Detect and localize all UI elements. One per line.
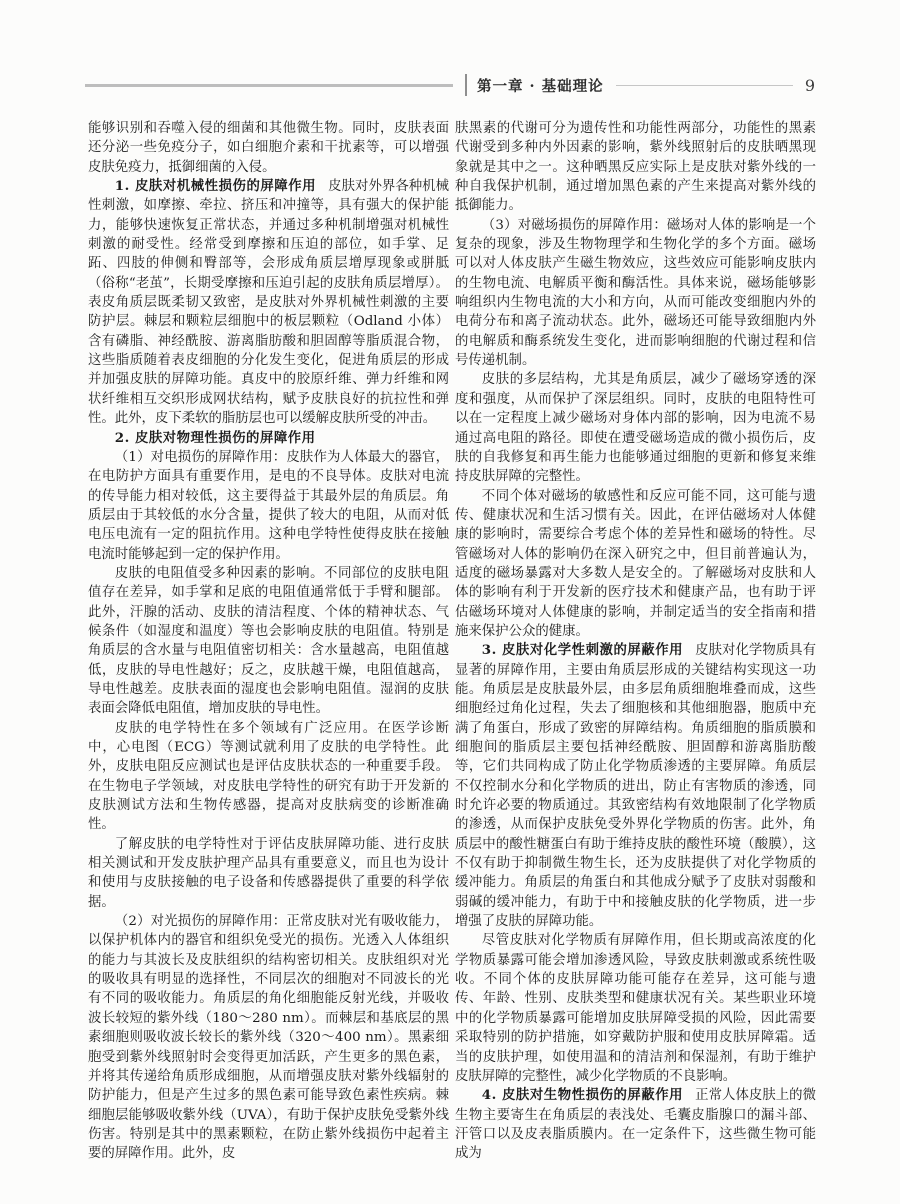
section-paragraph: 1. 皮肤对机械性损伤的屏障作用 皮肤对外界各种机械性刺激，如摩擦、牵拉、挤压和冲撞等，具有强大的保护能力，能够快速恢复正常状态，并通过多种机制增强对机械性刺激的耐受性。经常受到摩擦和压迫的部位，如手掌、足跖、四肢的伸侧和臀部等，会形成角质层增厚现象或胼胝（俗称“老茧”，长期受摩擦和压迫引起的皮肤角质层增厚）。表皮角质层既柔韧又致密，是皮肤对外界机械性刺激的主要防护层。棘层和颗粒层细胞中的板层颗粒（Odland 小体）含有磷脂、神经酰胺、游离脂肪酸和胆固醇等脂质混合物，这些脂质随着表皮细胞的分化发生变化，促进角质层的形成并加强皮肤的屏障功能。真皮中的胶原纤维、弹力纤维和网状纤维相互交织形成网状结构，赋予皮肤良好的抗拉性和弹性。此外，皮下柔软的脂肪层也可以缓解皮肤所受的冲击。: [88, 178, 450, 427]
header-rule-thin: [616, 85, 793, 86]
paragraph: 肤黑素的代谢可分为遗传性和功能性两部分，功能性的黑素代谢受到多种内外因素的影响，紫外线照射后的皮肤晒黑现象就是其中之一。这种晒黑反应实际上是皮肤对紫外线的一种自我保护机制，通过增加黑色素的产生来提高对紫外线的抵御能力。: [455, 121, 816, 214]
section-heading: 3. 皮肤对化学性刺激的屏蔽作用: [481, 642, 684, 659]
chapter-title: 第一章 · 基础理论: [477, 77, 604, 95]
page-number: 9: [804, 75, 815, 95]
paragraph: 皮肤的多层结构，尤其是角质层，减少了磁场穿透的深度和强度，从而保护了深层组织。同时，皮肤的电阻特性可以在一定程度上减少磁场对身体内部的影响，因为电流不易通过高电阻的路径。即使在遭受磁场造成的微小损伤后，皮肤的自我修复和再生能力也能够通过细胞的更新和修复来维持皮肤屏障的完整性。: [455, 372, 816, 485]
paragraph: 尽管皮肤对化学物质有屏障作用，但长期或高浓度的化学物质暴露可能会增加渗透风险，导致皮肤刺激或系统性吸收。不同个体的皮肤屏障功能可能存在差异，这可能与遗传、年龄、性别、皮肤类型和健康状况有关。某些职业环境中的化学物质暴露可能增加皮肤屏障受损的风险，因此需要采取特别的防护措施，如穿戴防护服和使用皮肤屏障霜。适当的皮肤护理，如使用温和的清洁剂和保湿剂，有助于维护皮肤屏障的完整性，减少化学物质的不良影响。: [455, 933, 816, 1084]
paragraph: 皮肤的电阻值受多种因素的影响。不同部位的皮肤电阻值存在差异，如手掌和足底的电阻值通常低于手臂和腿部。此外，汗腺的活动、皮肤的清洁程度、个体的精神状态、气候条件（如湿度和温度）等也会影响皮肤的电阻值。特别是角质层的含水量与电阻值密切相关：含水量越高，电阻值越低，皮肤的导电性越好；反之，皮肤越干燥，电阻值越高，导电性越差。皮肤表面的湿度也会影响电阻值。湿润的皮肤表面会降低电阻值，增加皮肤的导电性。: [88, 565, 449, 717]
right-text-column: [455, 119, 816, 1164]
section-paragraph: 3. 皮肤对化学性刺激的屏蔽作用 皮肤对化学物质具有显著的屏障作用，主要由角质层形成的关键结构实现这一功能。角质层是皮肤最外层，由多层角质细胞堆叠而成，这些细胞经过角化过程，失去了细胞核和其他细胞器，胞质中充满了角蛋白，形成了致密的屏障结构。角质细胞的脂质膜和细胞间的脂质层主要包括神经酰胺、胆固醇和游离脂肪酸等，它们共同构成了防止化学物质渗透的主要屏障。角质层不仅控制水分和化学物质的进出，防止有害物质的渗透，同时允许必要的物质通过。其致密结构有效地限制了化学物质的渗透，从而保护皮肤免受外界化学物质的伤害。此外，角质层中的酸性糖蛋白有助于维持皮肤的酸性环境（酸膜），这不仅有助于抑制微生物生长，还为皮肤提供了对化学物质的缓冲能力。角质层的角蛋白和其他成分赋予了皮肤对弱酸和弱碱的缓冲能力，有助于中和接触皮肤的化学物质，进一步增强了皮肤的屏障功能。: [455, 642, 817, 930]
paragraph: 皮肤的电学特性在多个领域有广泛应用。在医学诊断中，心电图（ECG）等测试就利用了皮肤的电学特性。此外，皮肤电阻反应测试也是评估皮肤状态的一种重要手段。在生物电子学领域，对皮肤电学特性的研究有助于开发新的皮肤测试方法和生物传感器，提高对皮肤病变的诊断准确性。: [88, 720, 449, 833]
paragraph: （2）对光损伤的屏障作用：正常皮肤对光有吸收能力，以保护机体内的器官和组织免受光的损伤。光透入人体组织的能力与其波长及皮肤组织的结构密切相关。皮肤组织对光的吸收具有明显的选择性，不同层次的细胞对不同波长的光有不同的吸收能力。角质层的角化细胞能反射光线，并吸收波长较短的紫外线（180～280 nm）。而棘层和基底层的黑素细胞则吸收波长较长的紫外线（320～400 nm）。黑素细胞受到紫外线照射时会变得更加活跃，产生更多的黑色素，并将其传递给角质形成细胞，从而增强皮肤对紫外线辐射的防护能力，但是产生过多的黑色素可能导致色素性疾病。棘细胞层能够吸收紫外线（UVA），有助于保护皮肤免受紫外线伤害。特别是其中的黑素颗粒，在防止紫外线损伤中起着主要的屏障作用。此外，皮: [88, 914, 449, 1162]
section-paragraph: 4. 皮肤对生物性损伤的屏蔽作用 正常人体皮肤上的微生物主要寄生在角质层的表浅处、毛囊皮脂腺口的漏斗部、汗管口以及皮表脂质膜内。在一定条件下，这些微生物可能成为: [455, 1087, 817, 1162]
header-divider-bar: [465, 74, 467, 96]
section-heading: 4. 皮肤对生物性损伤的屏蔽作用: [481, 1087, 684, 1104]
header-rule-thick: [85, 84, 453, 87]
section-heading: 1. 皮肤对机械性损伤的屏障作用: [114, 178, 317, 195]
running-header: [85, 72, 815, 98]
left-text-column: [88, 119, 449, 1164]
section-paragraph: [88, 429, 449, 448]
paragraph: 能够识别和吞噬入侵的细菌和其他微生物。同时，皮肤表面还分泌一些免疫分子，如白细胞介素和干扰素等，可以增强皮肤免疫力，抵御细菌的入侵。: [88, 121, 449, 175]
section-heading: 2. 皮肤对物理性损伤的屏障作用: [114, 429, 316, 446]
paragraph: 了解皮肤的电学特性对于评估皮肤屏障功能、进行皮肤相关测试和开发皮肤护理产品具有重要意义，而且也为设计和使用与皮肤接触的电子设备和传感器提供了重要的科学依据。: [88, 836, 449, 910]
paragraph: 不同个体对磁场的敏感性和反应可能不同，这可能与遗传、健康状况和生活习惯有关。因此，在评估磁场对人体健康的影响时，需要综合考虑个体的差异性和磁场的特性。尽管磁场对人体的影响仍在深入研究之中，但目前普遍认为，适度的磁场暴露对大多数人是安全的。了解磁场对皮肤和人体的影响有利于开发新的医疗技术和健康产品，也有助于评估磁场环境对人体健康的影响，并制定适当的安全指南和措施来保护公众的健康。: [455, 488, 816, 639]
paragraph: （3）对磁场损伤的屏障作用：磁场对人体的影响是一个复杂的现象，涉及生物物理学和生物化学的多个方面。磁场可以对人体皮肤产生磁生物效应，这些效应可能影响皮肤内的生物电流、电解质平衡和酶活性。具体来说，磁场能够影响组织内生物电流的大小和方向，从而可能改变细胞内外的电荷分布和离子流动状态。此外，磁场还可能导致细胞内外的电解质和酶系统发生变化，进而影响细胞的代谢过程和信号传递机制。: [455, 217, 816, 369]
paragraph: （1）对电损伤的屏障作用：皮肤作为人体最大的器官，在电防护方面具有重要作用，是电的不良导体。皮肤对电流的传导能力相对较低，这主要得益于其最外层的角质层。角质层由于其较低的水分含量，提供了较大的电阻，从而对低电压电流有一定的阻抗作用。这种电学特性使得皮肤在接触电流时能够起到一定的保护作用。: [88, 449, 449, 562]
